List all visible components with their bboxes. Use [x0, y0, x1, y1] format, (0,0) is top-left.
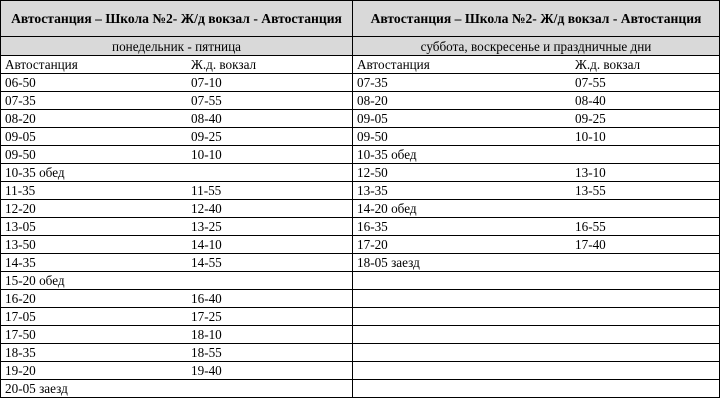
weekday-cell [1, 164, 353, 182]
weekday-station-time: 17-25 [191, 309, 222, 324]
weekday-cell [1, 236, 353, 254]
weekday-autostation-time: 18-35 [5, 345, 36, 360]
weekday-station-time: 18-10 [191, 327, 222, 342]
weekend-cell [353, 236, 720, 254]
weekend-cell [353, 344, 720, 362]
weekday-station-time: 09-25 [191, 129, 222, 144]
weekday-cell [1, 344, 353, 362]
title-row [1, 1, 720, 37]
table-row [1, 74, 720, 92]
right-route-title: Автостанция – Школа №2- Ж/д вокзал - Автостанция [353, 1, 720, 37]
weekday-cell [1, 110, 353, 128]
weekday-autostation-time: 16-20 [5, 291, 36, 306]
weekend-autostation-time: 18-05 заезд [357, 255, 420, 270]
weekend-cell [353, 272, 720, 290]
table-row [1, 218, 720, 236]
weekend-cell [353, 128, 720, 146]
weekend-cell [353, 110, 720, 128]
weekday-station-time: 13-25 [191, 219, 222, 234]
table-row [1, 326, 720, 344]
weekday-cell [1, 254, 353, 272]
days-row [1, 37, 720, 56]
weekday-autostation-time: 19-20 [5, 363, 36, 378]
table-row [1, 92, 720, 110]
weekend-autostation-time: 09-50 [357, 129, 388, 144]
weekend-autostation-time: 17-20 [357, 237, 388, 252]
weekday-autostation-time: 09-05 [5, 129, 36, 144]
weekday-cell [1, 182, 353, 200]
table-row [1, 164, 720, 182]
weekend-cell [353, 254, 720, 272]
left-col-station-header: Ж.д. вокзал [191, 57, 257, 72]
left-route-title: Автостанция – Школа №2- Ж/д вокзал - Автостанция [1, 1, 353, 37]
weekend-station-time: 17-40 [575, 237, 606, 252]
weekday-autostation-time: 10-35 обед [5, 165, 65, 180]
weekend-station-time: 07-55 [575, 75, 606, 90]
weekend-cell [353, 308, 720, 326]
table-row [1, 254, 720, 272]
weekend-station-time: 10-10 [575, 129, 606, 144]
weekday-autostation-time: 07-35 [5, 93, 36, 108]
weekday-autostation-time: 06-50 [5, 75, 36, 90]
weekend-station-time: 16-55 [575, 219, 606, 234]
weekday-station-time: 14-10 [191, 237, 222, 252]
weekday-station-time: 10-10 [191, 147, 222, 162]
weekend-autostation-time: 12-50 [357, 165, 388, 180]
weekday-station-time: 12-40 [191, 201, 222, 216]
weekend-cell [353, 326, 720, 344]
weekday-autostation-time: 12-20 [5, 201, 36, 216]
weekend-cell [353, 362, 720, 380]
weekday-autostation-time: 09-50 [5, 147, 36, 162]
weekday-station-time: 07-10 [191, 75, 222, 90]
weekend-cell [353, 146, 720, 164]
weekday-cell [1, 200, 353, 218]
table-row [1, 308, 720, 326]
right-col-autostation-header: Автостанция [357, 57, 430, 72]
weekday-autostation-time: 11-35 [5, 183, 36, 198]
weekday-cell [1, 218, 353, 236]
weekday-autostation-time: 13-05 [5, 219, 36, 234]
weekday-autostation-time: 14-35 [5, 255, 36, 270]
weekday-cell [1, 92, 353, 110]
weekend-station-time: 08-40 [575, 93, 606, 108]
weekend-cell [353, 182, 720, 200]
weekday-station-time: 19-40 [191, 363, 222, 378]
right-col-station-header: Ж.д. вокзал [575, 57, 641, 72]
right-days-label: суббота, воскресенье и праздничные дни [353, 37, 720, 56]
weekend-autostation-time: 08-20 [357, 93, 388, 108]
weekend-cell [353, 74, 720, 92]
weekend-station-time: 13-10 [575, 165, 606, 180]
weekend-cell [353, 218, 720, 236]
table-row [1, 344, 720, 362]
weekday-cell [1, 326, 353, 344]
weekday-cell [1, 272, 353, 290]
table-row [1, 110, 720, 128]
table-row [1, 236, 720, 254]
weekday-station-time: 07-55 [191, 93, 222, 108]
weekday-station-time: 08-40 [191, 111, 222, 126]
table-row [1, 128, 720, 146]
column-header-row [1, 56, 720, 74]
weekday-cell [1, 308, 353, 326]
table-row [1, 146, 720, 164]
weekday-station-time: 11-55 [191, 183, 222, 198]
weekday-cell [1, 128, 353, 146]
right-column-headers [353, 56, 720, 74]
table-row [1, 200, 720, 218]
weekend-station-time: 09-25 [575, 111, 606, 126]
table-row [1, 272, 720, 290]
weekday-autostation-time: 17-05 [5, 309, 36, 324]
weekday-autostation-time: 13-50 [5, 237, 36, 252]
table-row [1, 290, 720, 308]
weekday-autostation-time: 15-20 обед [5, 273, 65, 288]
left-column-headers [1, 56, 353, 74]
weekday-station-time: 14-55 [191, 255, 222, 270]
weekend-cell [353, 200, 720, 218]
left-col-autostation-header: Автостанция [5, 57, 78, 72]
weekend-cell [353, 92, 720, 110]
table-row [1, 380, 720, 398]
weekend-autostation-time: 07-35 [357, 75, 388, 90]
weekday-cell [1, 290, 353, 308]
weekend-station-time: 13-55 [575, 183, 606, 198]
weekday-cell [1, 74, 353, 92]
weekend-autostation-time: 16-35 [357, 219, 388, 234]
weekday-station-time: 18-55 [191, 345, 222, 360]
weekday-station-time: 16-40 [191, 291, 222, 306]
weekend-cell [353, 380, 720, 398]
weekend-cell [353, 164, 720, 182]
weekend-autostation-time: 13-35 [357, 183, 388, 198]
table-row [1, 182, 720, 200]
weekday-autostation-time: 17-50 [5, 327, 36, 342]
weekday-autostation-time: 20-05 заезд [5, 381, 68, 396]
weekend-cell [353, 290, 720, 308]
weekday-cell [1, 146, 353, 164]
weekday-cell [1, 380, 353, 398]
weekend-autostation-time: 10-35 обед [357, 147, 417, 162]
weekday-autostation-time: 08-20 [5, 111, 36, 126]
weekend-autostation-time: 09-05 [357, 111, 388, 126]
table-row [1, 362, 720, 380]
weekday-cell [1, 362, 353, 380]
weekend-autostation-time: 14-20 обед [357, 201, 417, 216]
left-days-label: понедельник - пятница [1, 37, 353, 56]
